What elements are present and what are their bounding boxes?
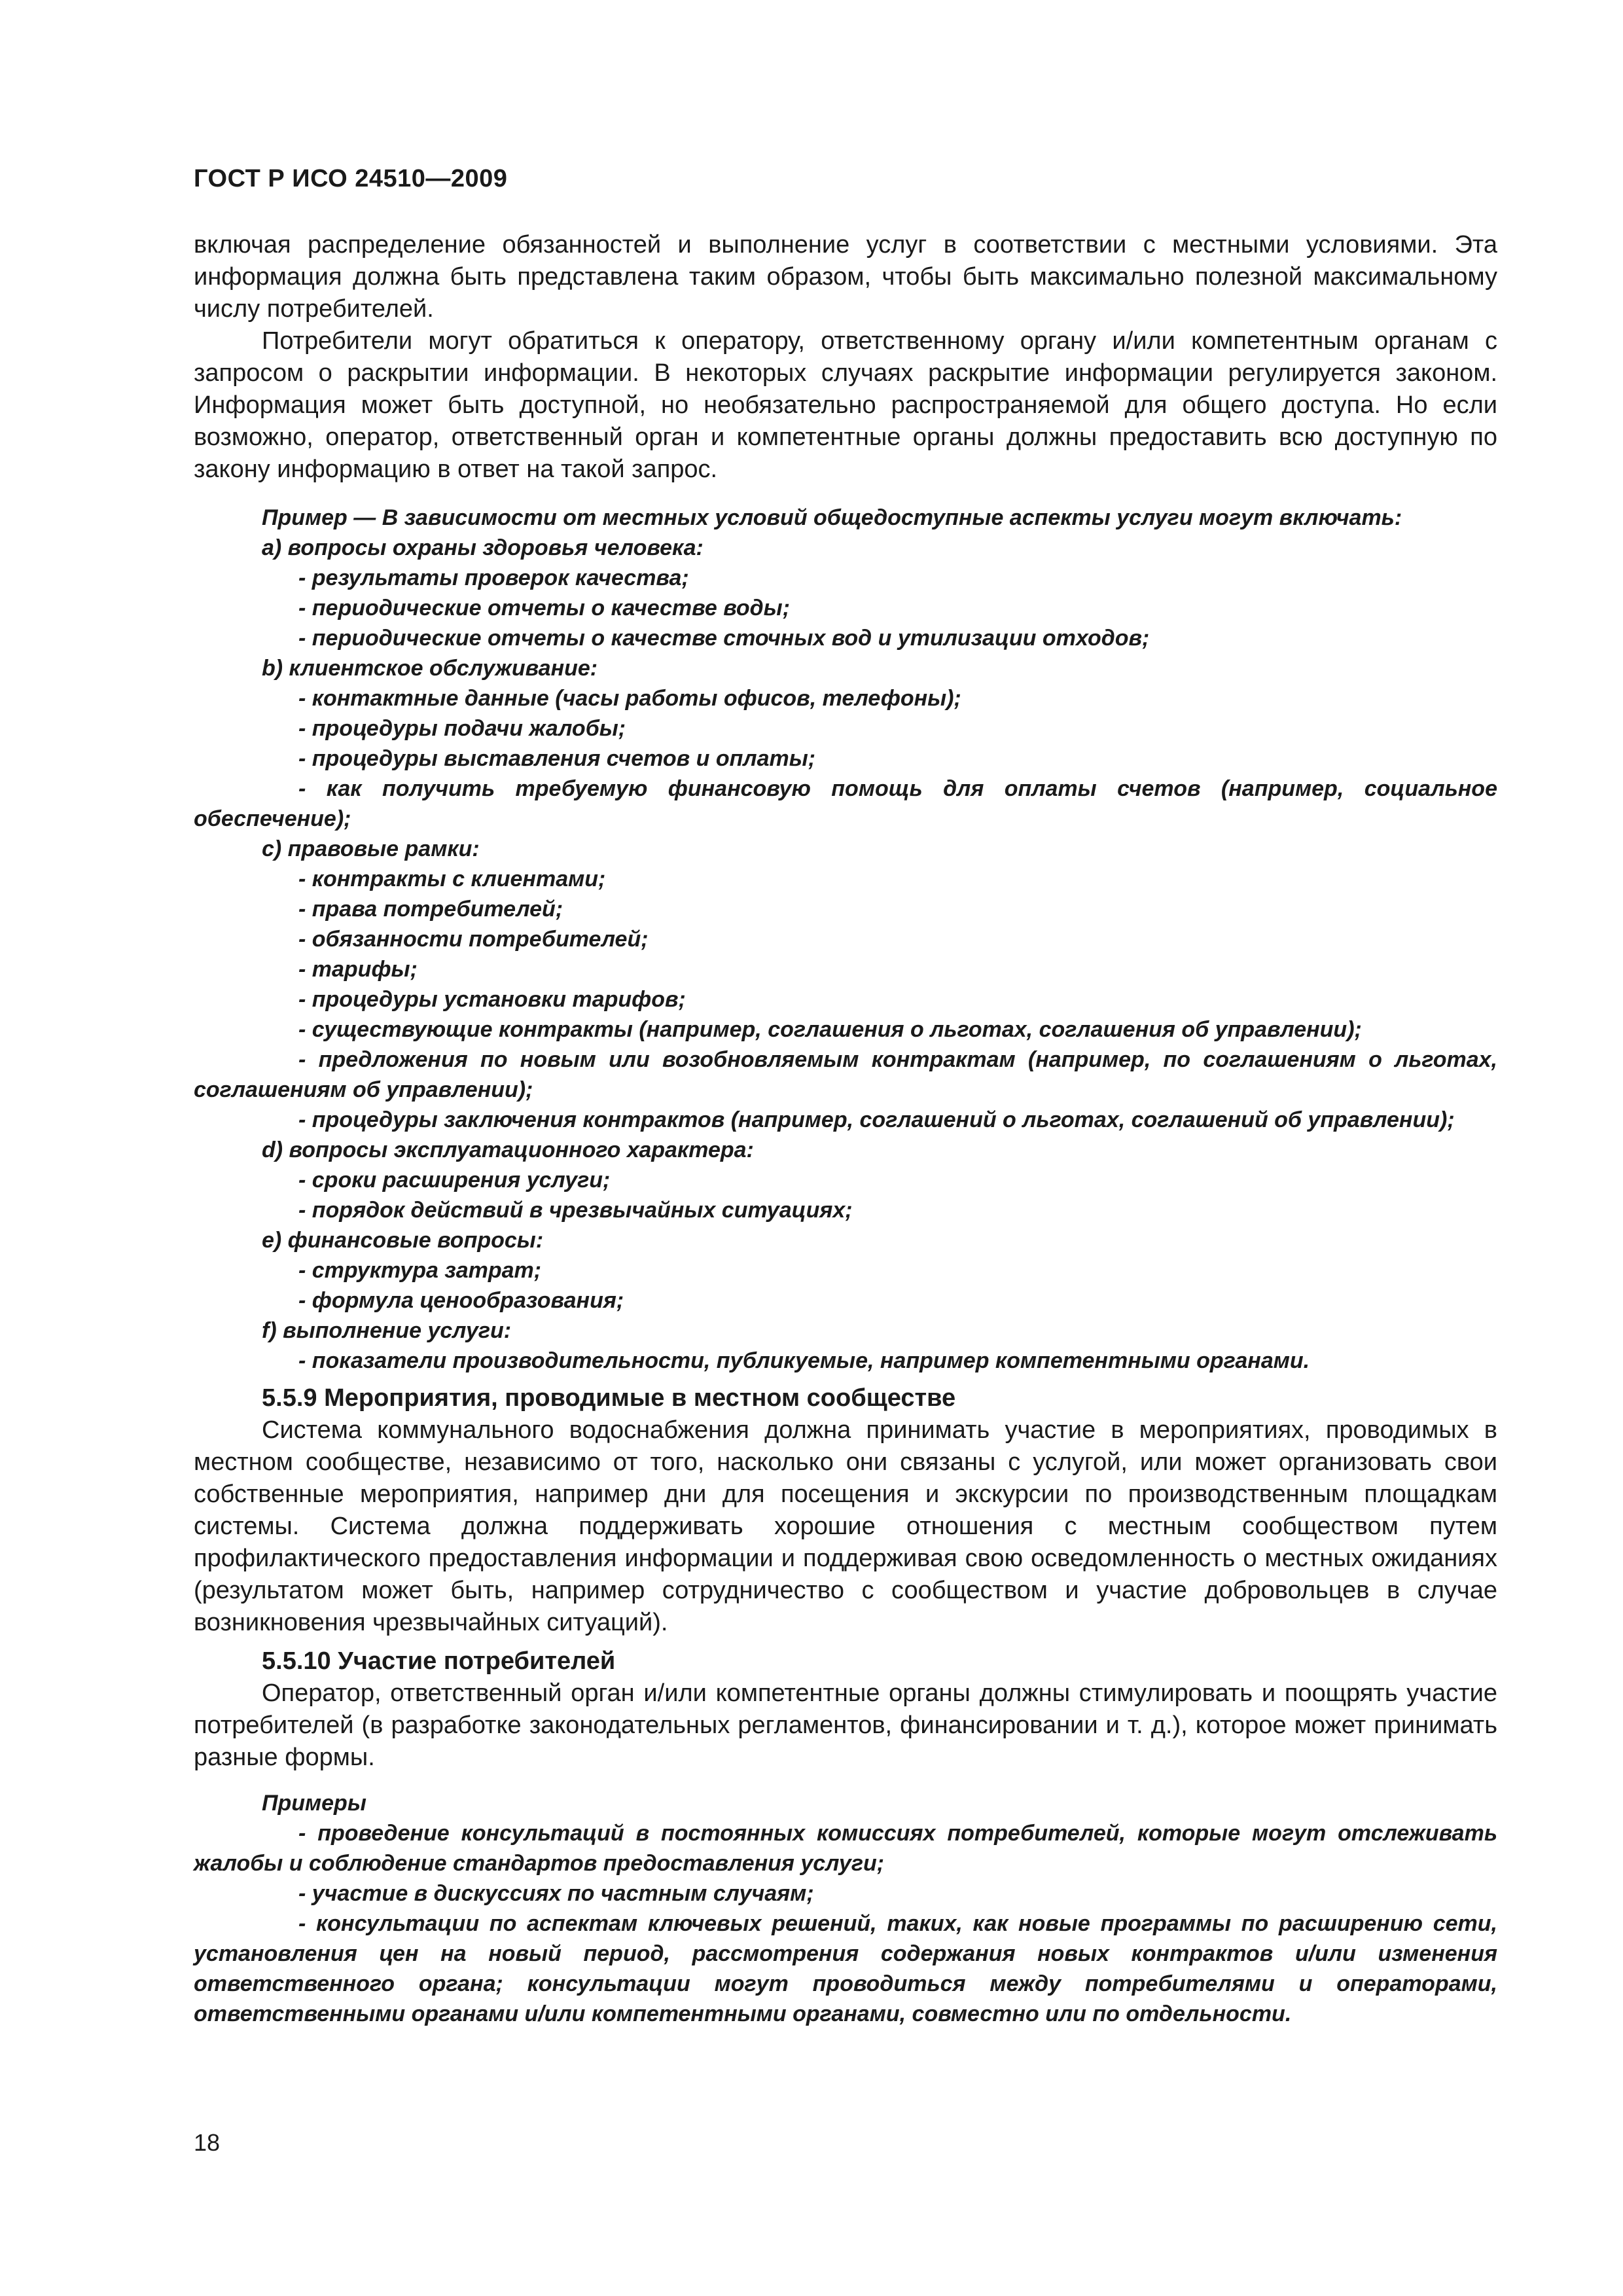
example-e-item: - формула ценообразования;	[298, 1288, 624, 1313]
example-c-item: - существующие контракты (например, соглашения о льготах, соглашения об управлении);	[298, 1017, 1362, 1042]
example-d-title: d) вопросы эксплуатационного характера:	[262, 1138, 754, 1162]
example-c-item: - тарифы;	[298, 957, 418, 982]
example-c-item: - процедуры установки тарифов;	[298, 987, 686, 1012]
page-body	[194, 229, 1497, 2029]
example-intro: Пример — В зависимости от местных условий общедоступные аспекты услуги могут включать:	[262, 505, 1402, 530]
example-c-item: - права потребителей;	[298, 897, 563, 922]
examples-item: - консультации по аспектам ключевых решений, таких, как новые программы по расширению сети, установления цен на новый период, рассмотрения содержания новых контрактов и/или изменения ответственного органа; консультации могут проводиться между потребителями и операторами, ответственными органами и/или компетентными органами, совместно или по отдельности.	[194, 1911, 1497, 2026]
example-f-title: f) выполнение услуги:	[262, 1318, 512, 1343]
example-d-item: - сроки расширения услуги;	[298, 1168, 611, 1193]
example-c-title: c) правовые рамки:	[262, 836, 480, 861]
example-e-item: - структура затрат;	[298, 1258, 542, 1283]
examples-item: - участие в дискуссиях по частным случаям;	[298, 1881, 814, 1906]
document-header: ГОСТ Р ИСО 24510—2009	[194, 165, 508, 192]
example-c-item-long: - предложения по новым или возобновляемым контрактам (например, по соглашениям о льготах, соглашениям об управлении);	[194, 1047, 1497, 1102]
example-c-item-long: - процедуры заключения контрактов (например, соглашений о льготах, соглашений об управлении);	[298, 1107, 1455, 1132]
example-a-item: - результаты проверок качества;	[298, 565, 689, 590]
examples-item: - проведение консультаций в постоянных комиссиях потребителей, которые могут отслеживать жалобы и соблюдение стандартов предоставления услуги;	[194, 1821, 1497, 1876]
paragraph-1: включая распределение обязанностей и выполнение услуг в соответствии с местными условиями. Эта информация должна быть представлена таким образом, чтобы быть максимально полезной максимальному числу потребителей.	[194, 231, 1497, 323]
section-5-5-10-text: Оператор, ответственный орган и/или компетентные органы должны стимулировать и поощрять участие потребителей (в разработке законодательных регламентов, финансировании и т. д.), которое может принимать разные формы.	[194, 1679, 1497, 1771]
example-a-item: - периодические отчеты о качестве воды;	[298, 596, 791, 620]
spacer	[194, 1774, 1497, 1788]
example-b-item-long: - как получить требуемую финансовую помощь для оплаты счетов (например, социальное обеспечение);	[194, 776, 1497, 831]
example-a-item: - периодические отчеты о качестве сточных вод и утилизации отходов;	[298, 626, 1150, 651]
page-number: 18	[194, 2129, 221, 2156]
example-f-item: - показатели производительности, публикуемые, например компетентными органами.	[298, 1348, 1310, 1373]
section-5-5-9-heading: 5.5.9 Мероприятия, проводимые в местном сообществе	[262, 1384, 956, 1412]
example-d-item: - порядок действий в чрезвычайных ситуациях;	[298, 1198, 853, 1223]
example-b-title: b) клиентское обслуживание:	[262, 656, 598, 681]
example-e-title: e) финансовые вопросы:	[262, 1228, 544, 1253]
section-5-5-10-heading: 5.5.10 Участие потребителей	[262, 1647, 616, 1675]
example-b-item: - контактные данные (часы работы офисов, телефоны);	[298, 686, 961, 711]
example-b-item: - процедуры подачи жалобы;	[298, 716, 626, 741]
example-b-item: - процедуры выставления счетов и оплаты;	[298, 746, 816, 771]
example-c-item: - обязанности потребителей;	[298, 927, 649, 952]
section-5-5-9-text: Система коммунального водоснабжения должна принимать участие в мероприятиях, проводимых в местном сообществе, независимо от того, насколько они связаны с услугой, или может организовать свои собственные мероприятия, например дни для посещения и экскурсии по производственным площадкам системы. Система должна поддерживать хорошие отношения с местным сообществом путем профилактического предоставления информации и поддерживая свою осведомленность о местных ожиданиях (результатом может быть, например сотрудничество с сообществом и участие добровольцев в случае возникновения чрезвычайных ситуаций).	[194, 1416, 1497, 1636]
example-a-title: a) вопросы охраны здоровья человека:	[262, 535, 704, 560]
example-c-item: - контракты с клиентами;	[298, 867, 606, 891]
paragraph-2: Потребители могут обратиться к оператору, ответственному органу и/или компетентным органам с запросом о раскрытии информации. В некоторых случаях раскрытие информации регулируется законом. Информация может быть доступной, но необязательно распространяемой для общего доступа. Но если возможно, оператор, ответственный орган и компетентные органы должны предоставить всю доступную по закону информацию в ответ на такой запрос.	[194, 327, 1497, 483]
examples-title: Примеры	[262, 1791, 366, 1816]
